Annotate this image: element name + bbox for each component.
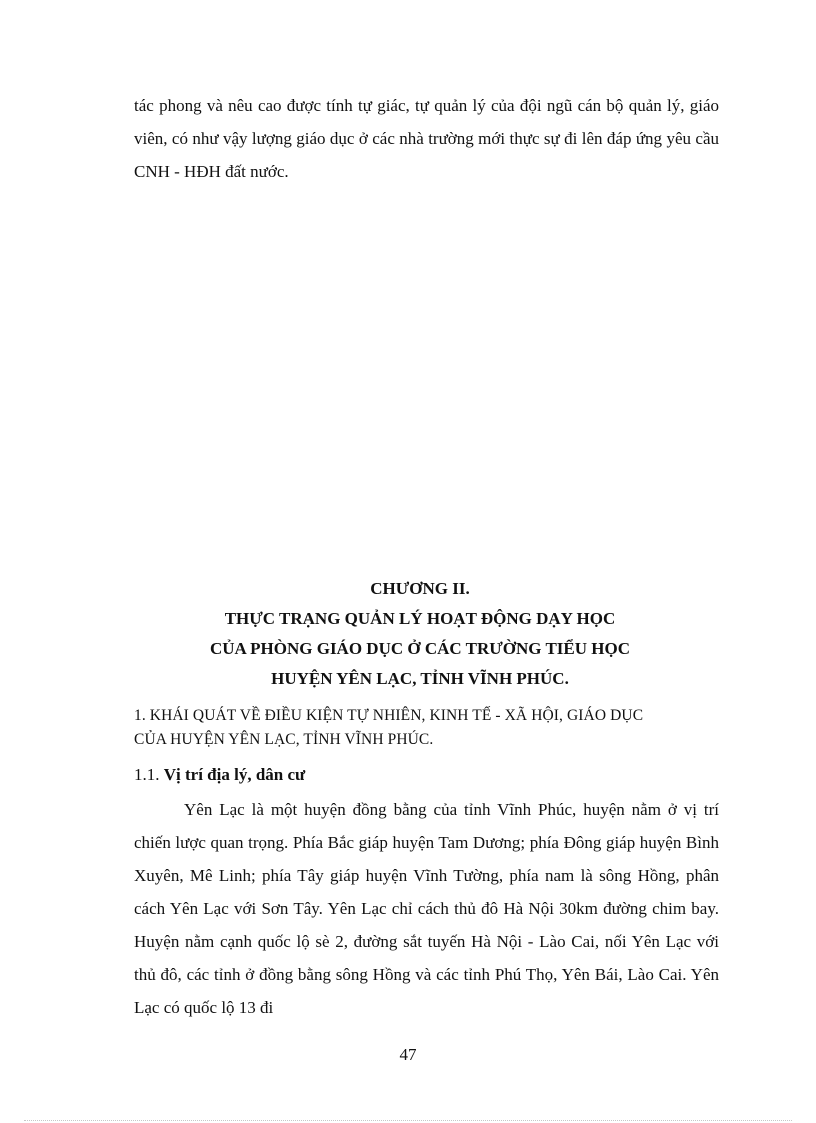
chapter-heading	[100, 574, 740, 694]
body-paragraph	[134, 793, 719, 1024]
subsection-number: 1.1.	[134, 765, 160, 784]
chapter-number: CHƯƠNG II.	[370, 579, 470, 598]
chapter-title-line-1: THỰC TRẠNG QUẢN LÝ HOẠT ĐỘNG DẠY HỌC	[224, 609, 616, 628]
section-heading-line-1: 1. KHÁI QUÁT VỀ ĐIỀU KIỆN TỰ NHIÊN, KINH TẾ - XÃ HỘI, GIÁO DỤC	[134, 707, 644, 724]
top-paragraph: tác phong và nêu cao được tính tự giác, tự quản lý của đội ngũ cán bộ quản lý, giáo viên, có như vậy lượng giáo dục ở các nhà trường mới thực sự đi lên đáp ứng yêu cầu CNH - HĐH đất nước.	[134, 96, 719, 181]
section-heading	[134, 704, 719, 752]
chapter-title-line-2: CỦA PHÒNG GIÁO DỤC Ở CÁC TRƯỜNG TIỂU HỌC	[210, 639, 630, 658]
body-paragraph-text: Yên Lạc là một huyện đồng bằng của tỉnh Vĩnh Phúc, huyện nằm ở vị trí chiến lược quan trọng. Phía Bắc giáp huyện Tam Dương; phía Đông giáp huyện Bình Xuyên, Mê Linh; phía Tây giáp huyện Vĩnh Tường, phía nam là sông Hồng, phân cách Yên Lạc với Sơn Tây. Yên Lạc chỉ cách thủ đô Hà Nội 30km đường chim bay. Huyện nằm cạnh quốc lộ sè 2, đường sắt tuyến Hà Nội - Lào Cai, nối Yên Lạc với thủ đô, các tỉnh ở đồng bằng sông Hồng và các tỉnh Phú Thọ, Yên Bái, Lào Cai. Yên Lạc có quốc lộ 13 đi	[134, 800, 719, 1017]
subsection-title: Vị trí địa lý, dân cư	[163, 765, 306, 784]
section-heading-line-2: CỦA HUYỆN YÊN LẠC, TỈNH VĨNH PHÚC.	[134, 731, 434, 748]
page-bottom-divider	[24, 1120, 792, 1121]
subsection-heading	[134, 764, 719, 786]
page-number: 47	[399, 1045, 417, 1064]
chapter-title-line-3: HUYỆN YÊN LẠC, TỈNH VĨNH PHÚC.	[271, 669, 569, 688]
